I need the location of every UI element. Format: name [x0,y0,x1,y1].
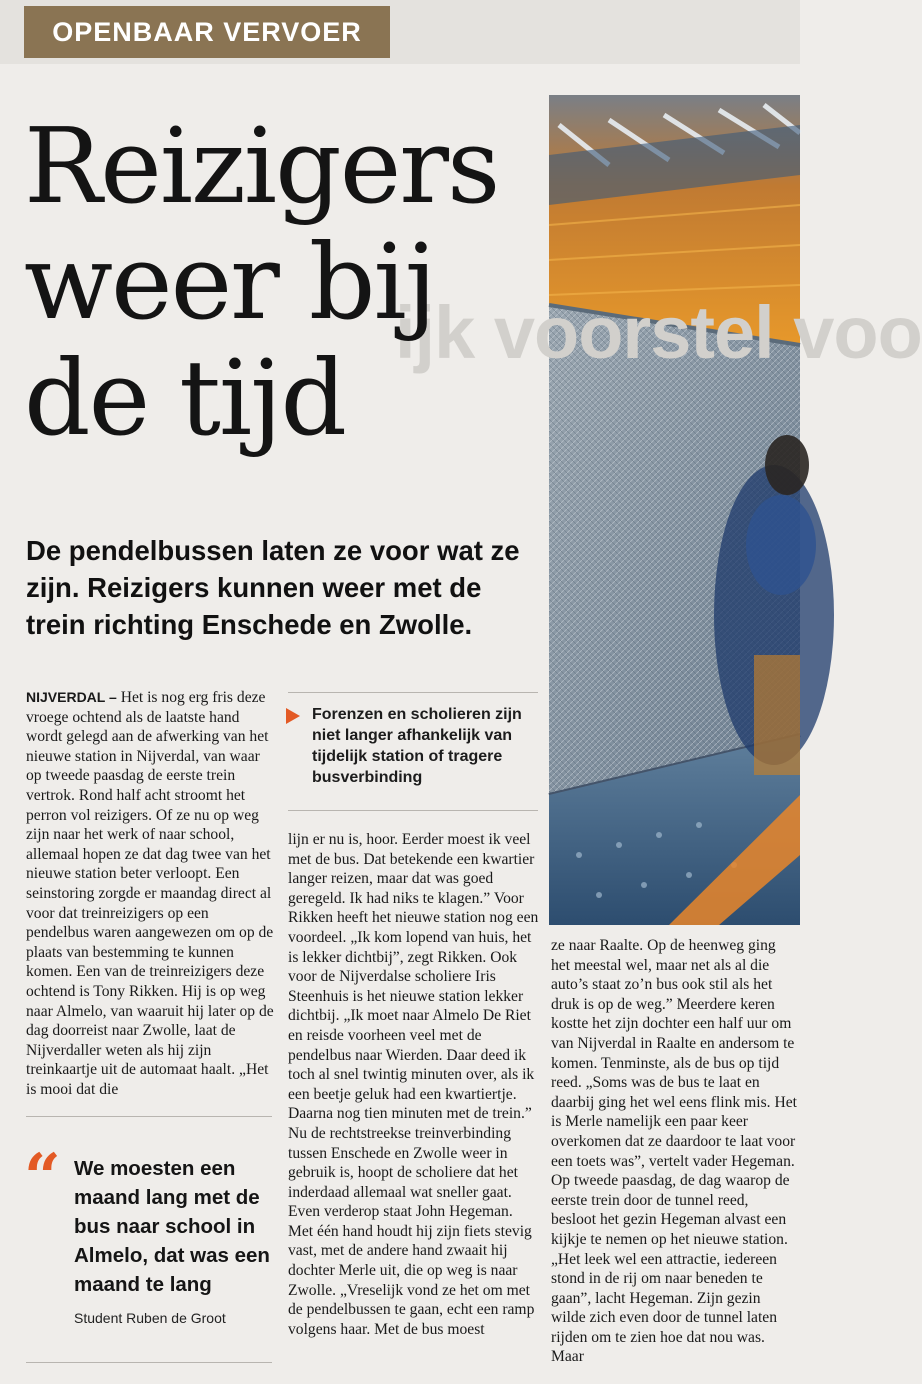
quote-rule-bottom [26,1362,272,1363]
pull-quote: We moesten een maand lang met de bus naar school in Almelo, dat was een maand te lang [74,1157,270,1296]
column-1-text: Het is nog erg fris deze vroege ochtend als de laatste hand wordt gelegd aan de afwerking van het nieuwe station in Nijverdal, van waar op tweede paasdag de eerste trein vertrok. Rond half acht stroomt het perron vol reizigers. Of ze nu op weg zijn naar het werk of naar school, allemaal hopen ze dat dag twee van het nieuwe station beter verloopt. Een seinstoring zorgde er maandag direct al voor dat treinreizigers op een pendelbus waren aangewezen om op de plaats van bestemming te kunnen komen. Een van de treinreizigers deze ochtend is Tony Rikken. Hij is op weg naar Almelo, van waaruit hij later op de dag doorreist naar Zwolle, laat de Nijverdaller weten als hij zijn treinkaartje uit de automaat haalt. „Het is mooi dat die [26,689,274,1098]
article-photo [549,95,800,925]
headline: Reizigers weer bij de tijd [24,105,499,459]
column-2-text: lijn er nu is, hoor. Eerder moest ik veel met de bus. Dat betekende een kwartier langer reizen, maar dat was goed geregeld. Ik had niks te klagen.” Voor Rikken heeft het nieuwe station nog een voordeel. „Ik kom lopend van huis, het is lekker dichtbij”, zegt Rikken. Ook voor de Nijverdalse scholiere Iris Steenhuis is het nieuwe station lekker dichtbij. „Ik moet naar Almelo De Riet en reisde voorheen veel met de pendelbus naar Wierden. Daar deed ik toch al snel twintig minuten over, als ik een beetje geluk had een kwartiertje. Daarna nog tien minuten met de trein.” Nu de rechtstreekse treinverbinding tussen Enschede en Zwolle weer in gebruik is, hoopt de scholiere dat het inderdaad allemaal wat sneller gaat. Even verderop staat John Hegeman. Met één hand houdt hij zijn fiets stevig vast, met de andere hand zwaait hij dochter Merle uit, die op weg is naar Zwolle. „Vreselijk vond ze het om met de pendelbussen te gaan, echt een ramp volgens haar. Met de bus moest [288,831,539,1338]
triangle-arrow-icon [286,708,300,724]
body-column-3 [551,936,797,1367]
bleed-through-text: ijk voorstel voo [395,291,922,374]
section-label: OPENBAAR VERVOER [24,6,390,58]
quote-mark-icon: “ [24,1140,61,1215]
teaser-text: Forenzen en scholieren zijn niet langer afhankelijk van tijdelijk station of tragere busverbinding [312,706,522,786]
teaser-rule-top [288,692,538,693]
subheadline: De pendelbussen laten ze voor wat ze zijn. Reizigers kunnen weer met de trein richting Enschede en Zwolle. [26,535,520,640]
quote-rule-top [26,1116,272,1117]
body-column-1 [26,688,274,1099]
column-3-text: ze naar Raalte. Op de heenweg ging het meestal wel, maar net als al die auto’s staat zo’n bus ook stil als het druk is op de weg.” Meerdere keren kostte het zijn dochter een half uur om van Nijverdal in Raalte en andersom te komen. Tenminste, als de bus op tijd reed. „Soms was de bus te laat en daarbij ging het wel eens flink mis. Het is Merle namelijk een paar keer overkomen dat ze daardoor te laat voor een toets was”, vertelt vader Hegeman. Op tweede paasdag, de dag waarop de eerste trein door de tunnel reed, besloot het gezin Hegeman alvast een kijkje te nemen op het nieuwe station. „Het leek wel een attractie, iedereen stond in de rij om naar beneden te gaan”, lacht Hegeman. Zijn gezin wilde zich even door de tunnel laten rijden om te zien hoe dat nou was. Maar [551,937,797,1366]
quote-attribution: Student Ruben de Groot [74,1310,226,1326]
dateline: NIJVERDAL – [26,689,117,705]
teaser-rule-bottom [288,810,538,811]
body-column-2 [288,830,540,1339]
